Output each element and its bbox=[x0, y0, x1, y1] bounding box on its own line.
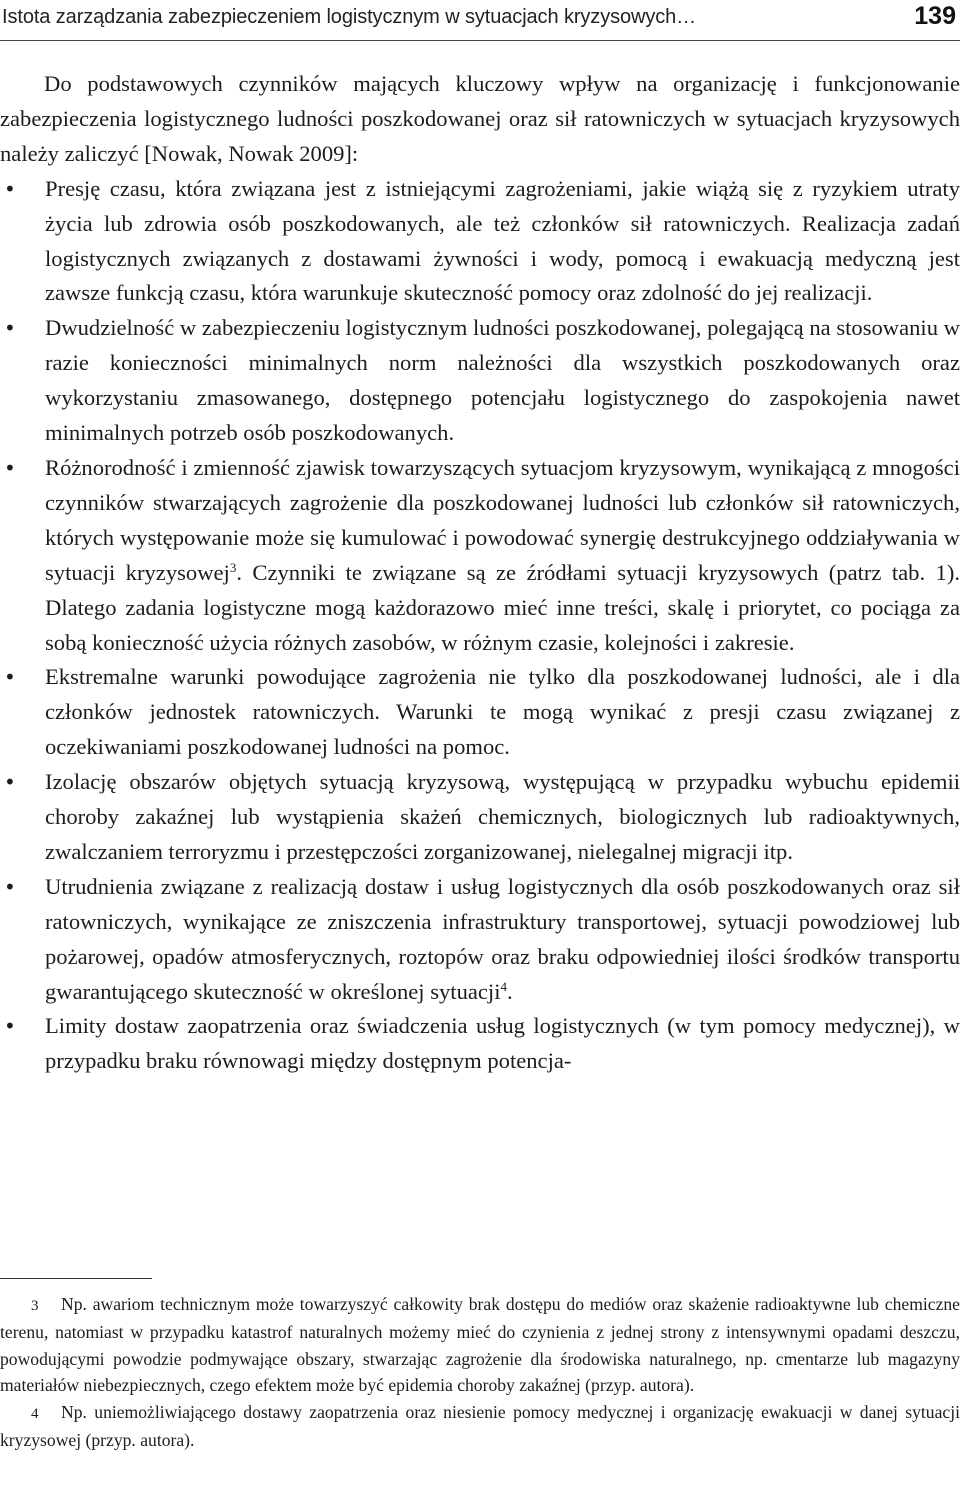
list-item-text: Presję czasu, która związana jest z istniejącymi zagrożeniami, jakie wiążą się z ryzykiem utraty życia lub zdrowia osób poszkodowanych, ale też członków sił ratowniczych. Realizacja zadań logistycznych związanych z dostawami żywności i wody, pomocą i ewakuacją medyczną jest zawsze funkcją czasu, która warunkuje skuteczność pomocy oraz zdolność do jej realizacji. bbox=[45, 175, 960, 306]
list-item-text: Różnorodność i zmienność zjawisk towarzyszących sytuacjom kryzysowym, wynikającą z mnogości czynników stwarzających zagrożenie dla poszkodowanej ludności lub członków sił ratowniczych, których występowanie może się kumulować i powodować synergię destrukcyjnego oddziaływania w sytuacji kryzysowej bbox=[45, 454, 960, 585]
bullet-icon: • bbox=[4, 665, 16, 690]
footnote-ref[interactable]: 3 bbox=[229, 559, 237, 575]
running-header bbox=[0, 0, 960, 41]
list-item bbox=[0, 451, 960, 660]
bullet-icon: • bbox=[4, 455, 16, 480]
footnote-marker: 4 bbox=[31, 1405, 39, 1422]
footnotes bbox=[0, 1291, 960, 1453]
footnote-text: Np. awariom technicznym może towarzyszyć całkowity brak dostępu do mediów oraz skażenie radioaktywne lub chemiczne terenu, natomiast w przypadku katastrof naturalnych możemy mieć do czynienia z jednej strony z intensywnymi opadami deszczu, powodującymi powodzie podmywające obszary, stwarzając zagrożenie dla środowiska naturalnego, np. cmentarze lub magazyny materiałów niebezpiecznych, czego efektem może być epidemia choroby zakaźnej (przyp. autora). bbox=[0, 1294, 960, 1396]
main-text bbox=[0, 67, 960, 1079]
bullet-icon: • bbox=[4, 770, 16, 795]
bullet-icon: • bbox=[4, 1014, 16, 1039]
list-item bbox=[0, 870, 960, 1010]
footnote bbox=[0, 1399, 960, 1454]
list-item-text-continued: . Czynniki te związane są ze źródłami sytuacji kryzysowych (patrz tab. 1). Dlatego zadania logistyczne mogą każdorazowo mieć inne treści, skalę i priorytet, co pociąga za sobą konieczność użycia różnych zasobów, w różnym czasie, kolejności i zakresie. bbox=[45, 559, 960, 655]
list-item-text: Ekstremalne warunki powodujące zagrożenia nie tylko dla poszkodowanej ludności, ale i dla członków jednostek ratowniczych. Warunki te mogą wynikać z presji czasu związanej z oczekiwaniami poszkodowanej ludności na pomoc. bbox=[45, 664, 960, 760]
list-item bbox=[0, 660, 960, 765]
list-item bbox=[0, 765, 960, 870]
list-item-text: Limity dostaw zaopatrzenia oraz świadczenia usług logistycznych (w tym pomocy medycznej), w przypadku braku równowagi między dostępnym potencja- bbox=[45, 1013, 960, 1074]
list-item-text: Dwudzielność w zabezpieczeniu logistycznym ludności poszkodowanej, polegającą na stosowaniu w razie konieczności minimalnych norm należności dla wszystkich poszkodowanych oraz wykorzystaniu zmasowanego, dostępnego potencjału logistycznego do zaspokojenia nawet minimalnych potrzeb osób poszkodowanych. bbox=[45, 315, 960, 446]
footnote-ref[interactable]: 4 bbox=[500, 978, 507, 994]
list-item-text: Utrudnienia związane z realizacją dostaw i usług logistycznych dla osób poszkodowanych oraz sił ratowniczych, wynikające ze zniszczenia infrastruktury transportowej, sytuacji powodziowej lub pożarowej, opadów atmosferycznych, roztopów oraz braku odpowiedniej ilości środków transportu gwarantującego skuteczność w określonej sytuacji bbox=[45, 873, 960, 1004]
list-item bbox=[0, 311, 960, 451]
bullet-icon: • bbox=[4, 176, 16, 201]
list-item bbox=[0, 1009, 960, 1079]
factor-list bbox=[0, 172, 960, 1080]
list-item-text: Izolację obszarów objętych sytuacją kryzysową, występującą w przypadku wybuchu epidemii choroby zakaźnej lub wystąpienia skażeń chemicznych, biologicznych lub radioaktywnych, zwalczaniem terroryzmu i przestępczości zorganizowanej, nielegalnej migracji itp. bbox=[45, 769, 960, 864]
list-item bbox=[0, 172, 960, 312]
footnote bbox=[0, 1291, 960, 1399]
list-item-text-continued: . bbox=[506, 978, 513, 1004]
footnote-marker: 3 bbox=[31, 1298, 39, 1314]
bullet-icon: • bbox=[4, 874, 16, 899]
intro-paragraph: Do podstawowych czynników mających kluczowy wpływ na organizację i funkcjonowanie zabezpieczenia logistycznego ludności poszkodowanej oraz sił ratowniczych w sytuacjach kryzysowych należy zaliczyć [Nowak, Nowak 2009]: bbox=[0, 71, 960, 166]
bullet-icon: • bbox=[4, 316, 16, 341]
page-number: 139 bbox=[914, 2, 956, 30]
running-title: Istota zarządzania zabezpieczeniem logistycznym w sytuacjach kryzysowych… bbox=[2, 6, 697, 28]
footnote-divider bbox=[0, 1278, 152, 1279]
footnote-text: Np. uniemożliwiającego dostawy zaopatrzenia oraz niesienie pomocy medycznej i organizację ewakuacji w danej sytuacji kryzysowej (przyp. autora). bbox=[0, 1401, 960, 1451]
